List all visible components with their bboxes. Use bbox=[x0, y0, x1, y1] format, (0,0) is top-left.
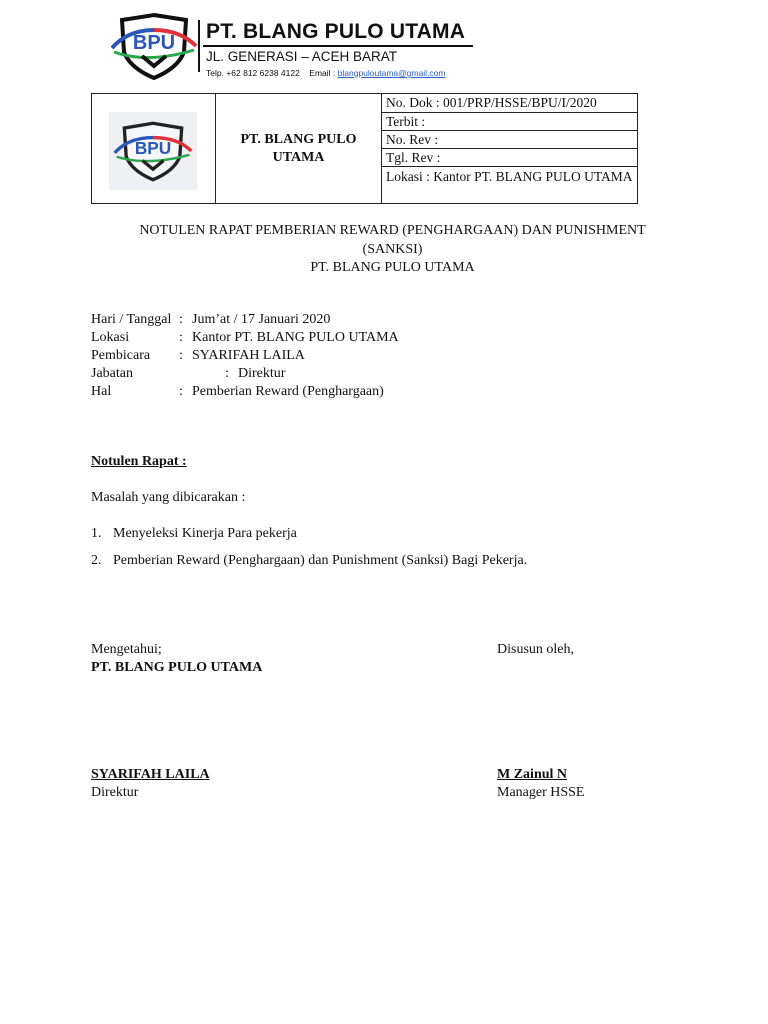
table-company-cell bbox=[216, 94, 382, 203]
sign-right-name: M Zainul N bbox=[497, 767, 568, 782]
letterhead-address: JL. GENERASI – ACEH BARAT bbox=[206, 49, 398, 64]
sign-right-label: Disusun oleh, bbox=[497, 642, 574, 657]
letterhead-email-link[interactable]: blangpuloutama@gmail.com bbox=[337, 68, 446, 78]
meta-terbit: Terbit : bbox=[382, 113, 637, 131]
list-item-number: 1. bbox=[91, 526, 102, 541]
info-row-date bbox=[91, 311, 330, 329]
title-line3: PT. BLANG PULO UTAMA bbox=[310, 260, 475, 275]
letterhead-company-name: PT. BLANG PULO UTAMA bbox=[206, 20, 466, 43]
sign-left-name: SYARIFAH LAILA bbox=[91, 767, 210, 782]
info-key: Pembicara bbox=[91, 348, 151, 363]
title-line2: (SANKSI) bbox=[362, 241, 423, 257]
table-logo-image bbox=[109, 112, 197, 190]
info-row-location bbox=[91, 329, 399, 347]
document-header-table bbox=[91, 93, 638, 204]
info-key: Hari / Tanggal bbox=[91, 312, 172, 327]
letterhead-divider bbox=[198, 20, 200, 72]
meta-no-dok: No. Dok : 001/PRP/HSSE/BPU/I/2020 bbox=[382, 94, 637, 113]
table-logo-text: BPU bbox=[134, 137, 172, 158]
table-company-line2: UTAMA bbox=[272, 149, 325, 165]
info-key: Lokasi bbox=[91, 330, 130, 345]
document-title bbox=[91, 222, 694, 278]
table-logo-cell bbox=[92, 94, 216, 203]
logo-text: BPU bbox=[132, 32, 176, 54]
list-item bbox=[91, 526, 297, 542]
company-logo bbox=[108, 12, 200, 80]
info-row-speaker bbox=[91, 347, 305, 365]
info-key: Hal bbox=[91, 384, 112, 399]
letterhead-underline bbox=[203, 45, 473, 47]
list-item bbox=[91, 553, 527, 569]
list-item-number: 2. bbox=[91, 553, 102, 568]
letterhead-phone: Telp. +62 812 6238 4122 bbox=[206, 68, 300, 78]
letterhead-email-label: Email : bbox=[309, 68, 336, 78]
table-logo-icon bbox=[109, 112, 197, 190]
list-item-text: Pemberian Reward (Penghargaan) dan Punishment (Sanksi) Bagi Pekerja. bbox=[113, 553, 528, 568]
info-sep: : bbox=[179, 312, 183, 327]
notulen-heading: Notulen Rapat : bbox=[91, 454, 187, 469]
info-key: Jabatan bbox=[91, 366, 133, 381]
table-company-line1: PT. BLANG PULO bbox=[240, 131, 357, 147]
discussion-intro: Masalah yang dibicarakan : bbox=[91, 490, 246, 505]
info-sep: : bbox=[179, 384, 183, 399]
info-value: SYARIFAH LAILA bbox=[192, 348, 305, 363]
meta-no-rev: No. Rev : bbox=[382, 131, 637, 149]
sign-right-title: Manager HSSE bbox=[497, 785, 585, 800]
info-sep: : bbox=[179, 330, 183, 345]
meta-tgl-rev: Tgl. Rev : bbox=[382, 149, 637, 167]
sign-left-company: PT. BLANG PULO UTAMA bbox=[91, 660, 263, 675]
sign-left-label: Mengetahui; bbox=[91, 642, 162, 657]
list-item-text: Menyeleksi Kinerja Para pekerja bbox=[113, 526, 297, 541]
info-sep: : bbox=[179, 348, 183, 363]
info-value: Direktur bbox=[238, 366, 286, 381]
sign-left-title: Direktur bbox=[91, 785, 139, 800]
info-value: Pemberian Reward (Penghargaan) bbox=[192, 384, 384, 399]
letterhead-contact bbox=[206, 68, 446, 78]
title-line1: NOTULEN RAPAT PEMBERIAN REWARD (PENGHARGAAN) DAN PUNISHMENT bbox=[139, 223, 646, 238]
info-sep: : bbox=[225, 366, 229, 381]
info-row-subject bbox=[91, 383, 384, 401]
info-row-position bbox=[91, 365, 285, 383]
info-value: Jum’at / 17 Januari 2020 bbox=[192, 312, 331, 327]
meta-lokasi: Lokasi : Kantor PT. BLANG PULO UTAMA bbox=[386, 169, 633, 184]
table-meta-cell bbox=[382, 94, 637, 203]
info-value: Kantor PT. BLANG PULO UTAMA bbox=[192, 330, 399, 345]
